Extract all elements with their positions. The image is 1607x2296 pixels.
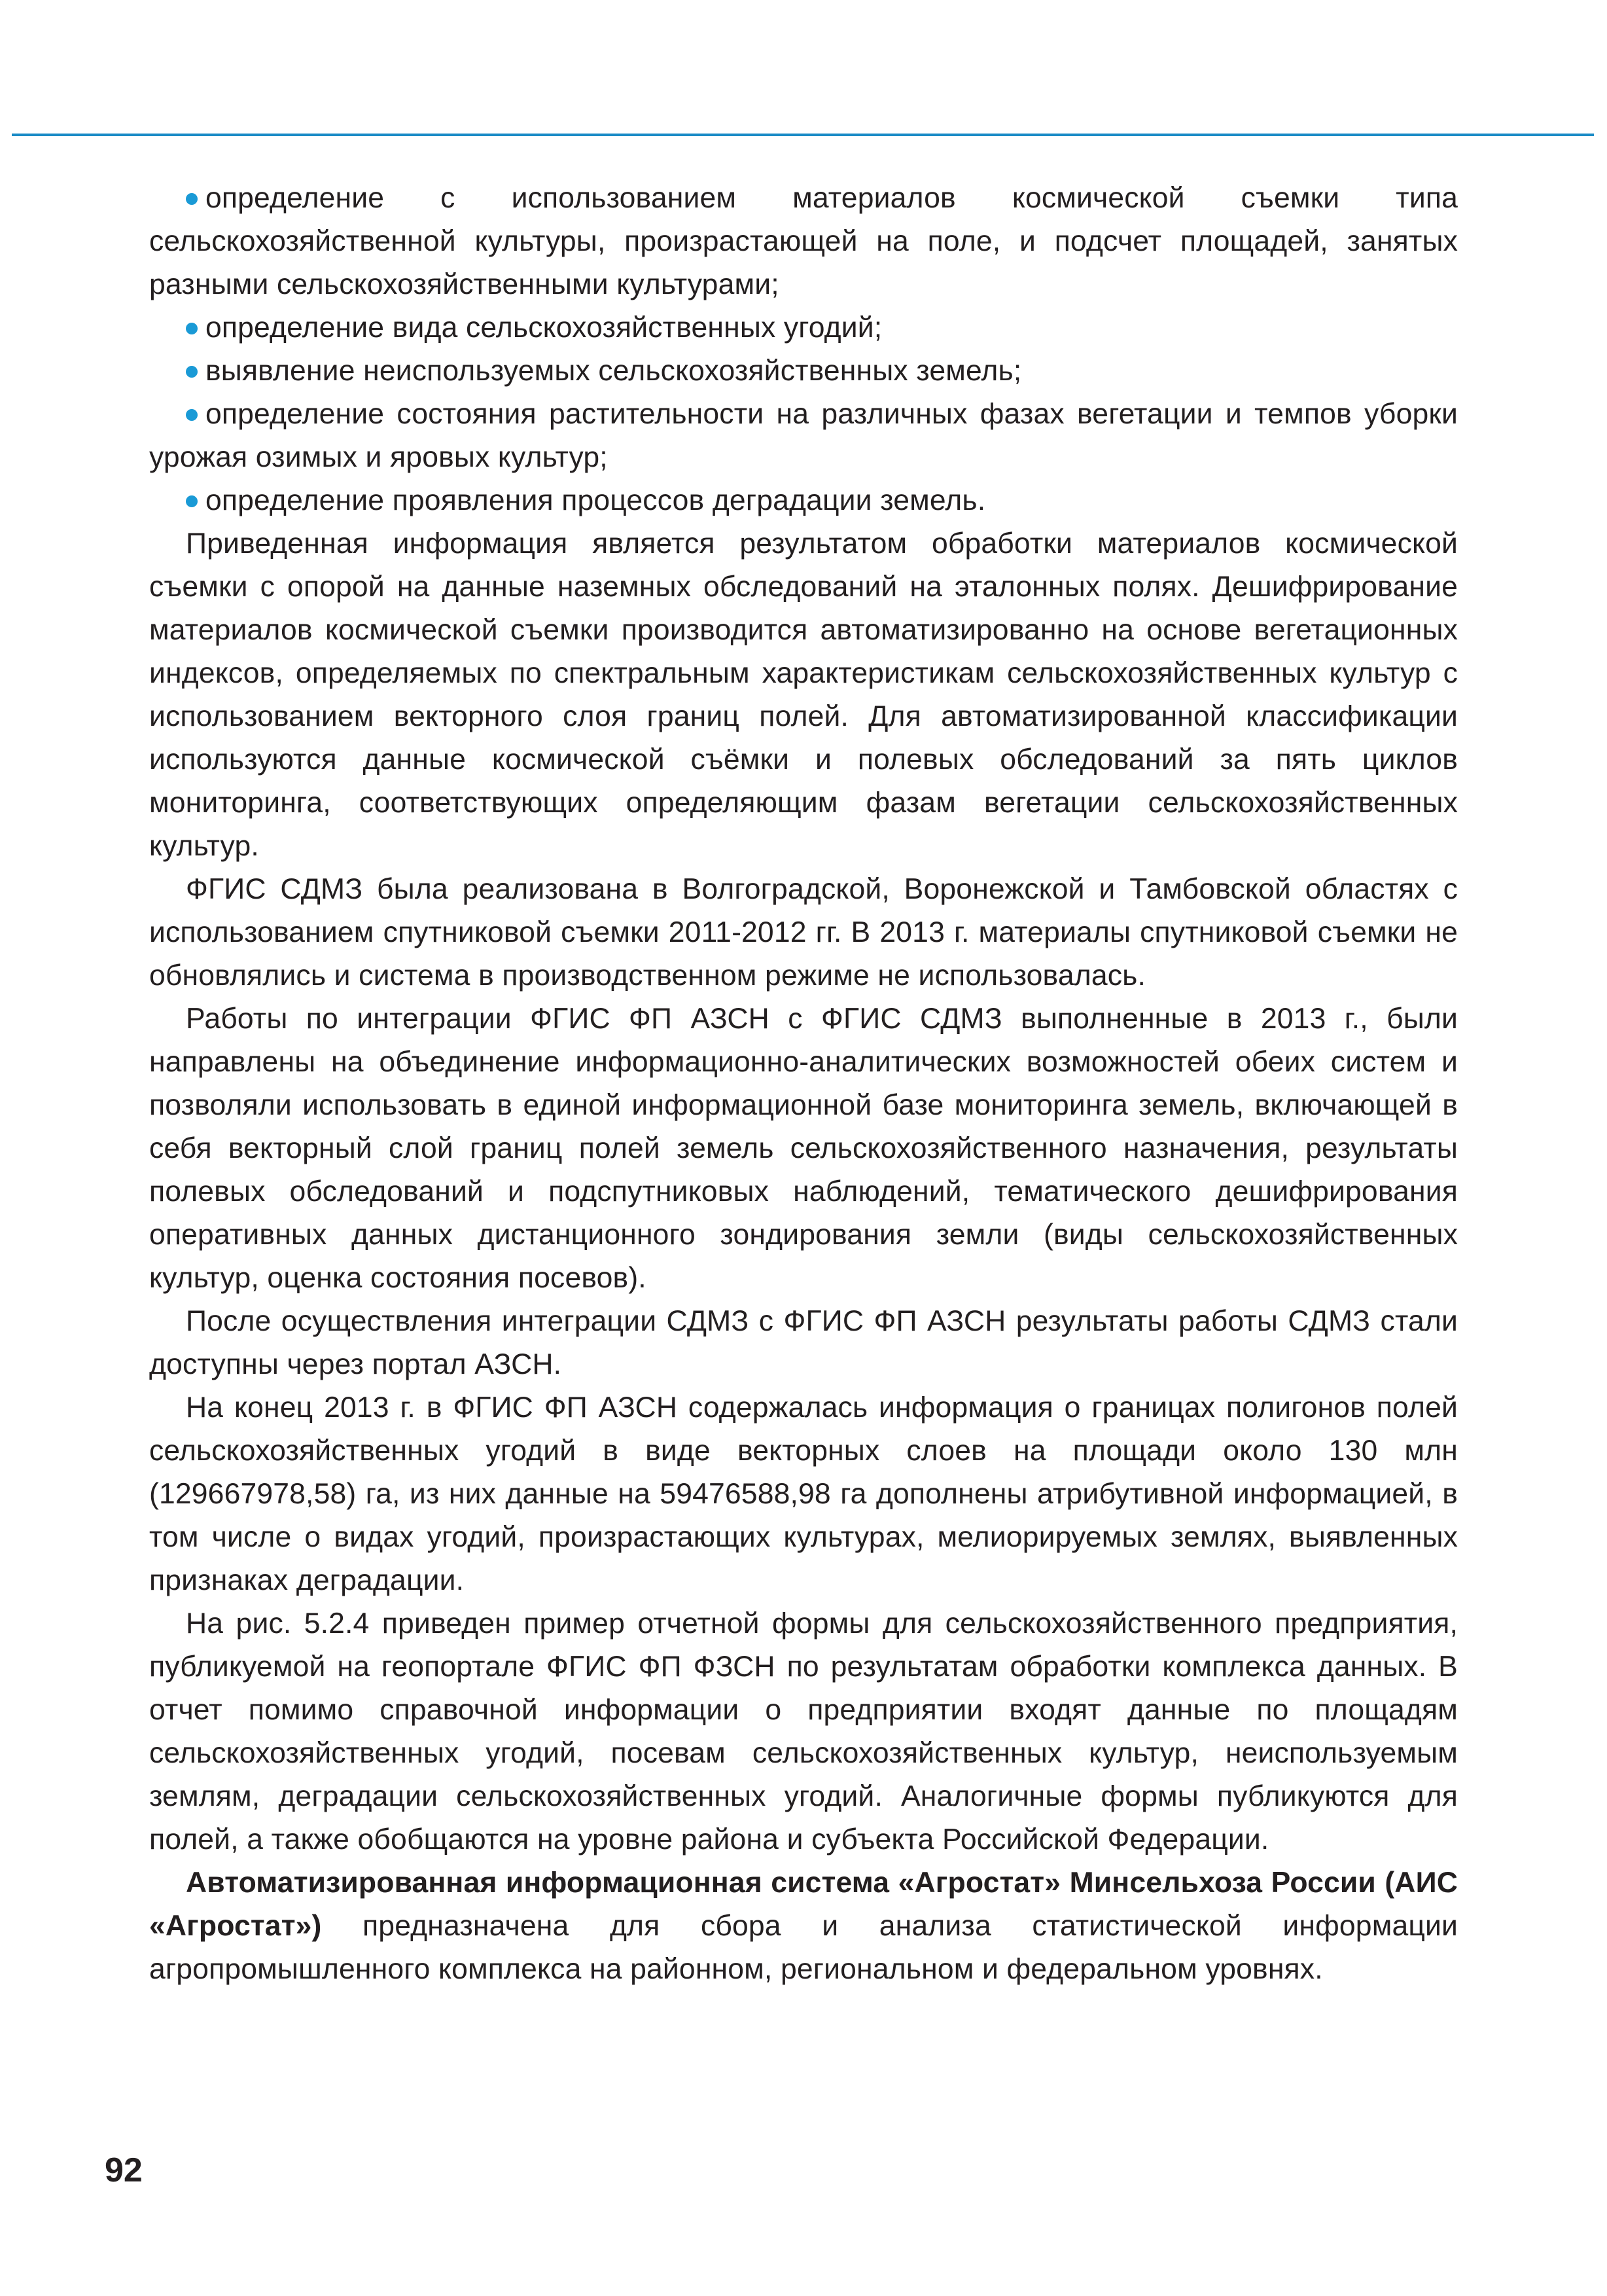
bullet-text: выявление неиспользуемых сельскохозяйственных земель;	[205, 355, 1022, 387]
bullet-item	[149, 393, 1458, 479]
header-rule	[12, 134, 1594, 136]
paragraph-agrostat	[149, 1861, 1458, 1991]
paragraph-statistics: На конец 2013 г. в ФГИС ФП АЗСН содержалась информация о границах полигонов полей сельскохозяйственных угодий в виде векторных слоев на площади около 130 млн (129667978,58) га, из них данные на 59476588,98 га дополнены атрибутивной информацией, в том числе о видах угодий, произрастающих культурах, мелиорируемых землях, выявленных признаках деградации.	[149, 1391, 1458, 1596]
bullet-item	[149, 479, 1458, 522]
bullet-item	[149, 306, 1458, 350]
bullet-item	[149, 350, 1458, 393]
paragraph-report-form: На рис. 5.2.4 приведен пример отчетной формы для сельскохозяйственного предприятия, публикуемой на геопортале ФГИС ФП ФЗСН по результатам обработки комплекса данных. В отчет помимо справочной информации о предприятии входят данные по площадям сельскохозяйственных угодий, посевам сельскохозяйственных культур, неиспользуемым землям, деградации сельскохозяйственных угодий. Аналогичные формы публикуются для полей, а также обобщаются на уровне района и субъекта Российской Федерации.	[149, 1607, 1458, 1856]
bullet-dot-icon	[186, 323, 198, 334]
bullet-dot-icon	[186, 193, 198, 205]
paragraph-processing: Приведенная информация является результатом обработки материалов космической съемки с опорой на данные наземных обследований на эталонных полях. Дешифрирование материалов космической съемки производится автоматизированно на основе вегетационных индексов, определяемых по спектральным характеристикам сельскохозяйственных культур с использованием векторного слоя границ полей. Для автоматизированной классификации используются данные космической съёмки и полевых обследований за пять циклов мониторинга, соответствующих определяющим фазам вегетации сельскохозяйственных культур.	[149, 528, 1458, 862]
paragraph-sdmz-regions: ФГИС СДМЗ была реализована в Волгоградской, Воронежской и Тамбовской областях с использованием спутниковой съемки 2011-2012 гг. В 2013 г. материалы спутниковой съемки не обновлялись и система в производственном режиме не использовалась.	[149, 873, 1458, 992]
bullet-dot-icon	[186, 495, 198, 507]
paragraph-portal: После осуществления интеграции СДМЗ с ФГИС ФП АЗСН результаты работы СДМЗ стали доступны через портал АЗСН.	[149, 1305, 1458, 1380]
bullet-text: определение с использованием материалов космической съемки типа сельскохозяйственной культуры, произрастающей на поле, и подсчет площадей, занятых разными сельскохозяйственными культурами;	[149, 182, 1458, 300]
bullet-text: определение проявления процессов деградации земель.	[205, 484, 986, 516]
bullet-item	[149, 177, 1458, 306]
bullet-dot-icon	[186, 366, 198, 378]
agrostat-title: Автоматизированная информационная система «Агростат» Минсельхоза России (АИС «Агростат»)	[149, 1867, 1458, 1942]
agrostat-description: предназначена для сбора и анализа статистической информации агропромышленного комплекса на районном, региональном и федеральном уровнях.	[149, 1910, 1458, 1985]
bullet-dot-icon	[186, 409, 198, 421]
page-body	[149, 177, 1458, 1991]
page-number: 92	[105, 2151, 143, 2189]
bullet-text: определение вида сельскохозяйственных угодий;	[205, 312, 883, 344]
paragraph-integration: Работы по интеграции ФГИС ФП АЗСН с ФГИС СДМЗ выполненные в 2013 г., были направлены на объединение информационно-аналитических возможностей обеих систем и позволяли использовать в единой информационной базе мониторинга земель, включающей в себя векторный слой границ полей земель сельскохозяйственного назначения, результаты полевых обследований и подспутниковых наблюдений, тематического дешифрирования оперативных данных дистанционного зондирования земли (виды сельскохозяйственных культур, оценка состояния посевов).	[149, 1003, 1458, 1294]
bullet-text: определение состояния растительности на различных фазах вегетации и темпов уборки урожая озимых и яровых культур;	[149, 398, 1458, 473]
